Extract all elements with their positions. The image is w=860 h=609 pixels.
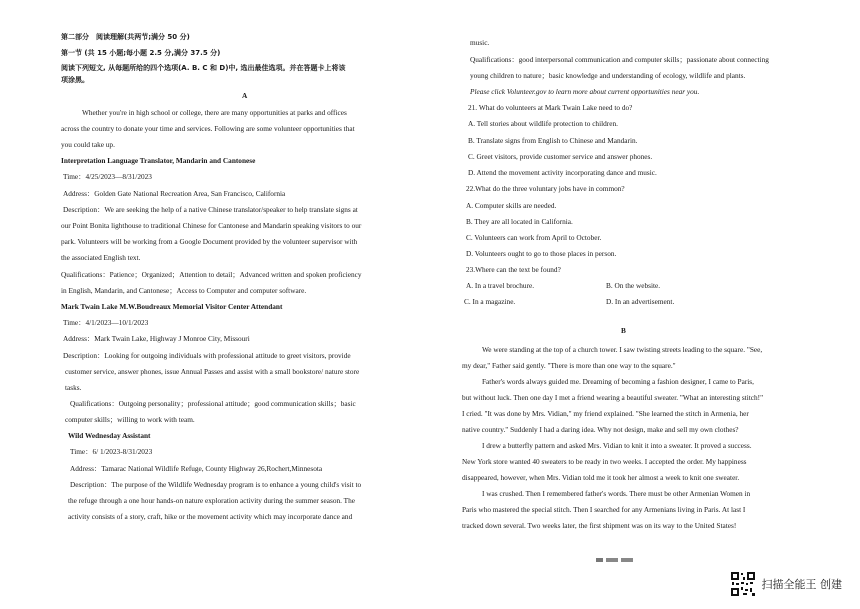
option: B. On the website. [606, 281, 661, 290]
intro-line: you could take up. [61, 140, 115, 149]
job-time: Time：6/ 1/2023-8/31/2023 [70, 447, 153, 456]
passage-line: tracked down several. Two weeks later, the first shipment was on its way to the United States! [462, 521, 737, 530]
passage-line: Father's words always guided me. Dreaming of becoming a fashion designer, I came to Paris, [482, 377, 754, 386]
qr-code-icon [730, 571, 756, 597]
option: D. Attend the movement activity incorporating dance and music. [468, 168, 657, 177]
intro-line: across the country to donate your time and services. Following are some volunteer opportunities that [61, 124, 355, 133]
job-description: activity consists of a story, craft, hike or the movement activity which may incorporate dance and [68, 512, 353, 521]
job-description: the associated English text. [61, 253, 141, 262]
job-address: Address：Mark Twain Lake, Highway J Monroe City, Missouri [63, 334, 250, 343]
passage-line: I drew a butterfly pattern and asked Mrs. Vidian to knit it into a sweater. It proved a success. [482, 441, 752, 450]
section-title: 第二部分 阅读理解(共两节;满分 50 分) [61, 33, 190, 41]
job-address: Address：Golden Gate National Recreation Area, San Francisco, California [63, 189, 286, 198]
page-number-smudge-icon [596, 557, 636, 563]
option: A. Tell stories about wildlife protection to children. [468, 119, 618, 128]
question-23: 23.Where can the text be found? [466, 265, 561, 274]
subsection-title: 第一节 (共 15 小题;每小题 2.5 分,满分 37.5 分) [61, 49, 221, 57]
option: C. Greet visitors, provide customer service and answer phones. [468, 152, 653, 161]
job-qualifications: young children to nature；basic knowledge and understanding of ecology, wildlife and plants. [470, 71, 746, 80]
passage-line: disappeared, however, when Mrs. Vidian told me it took her almost a week to knit one sweater. [462, 473, 740, 482]
passage-line: native country." Suddenly I had a daring idea. Why not design, make and sell my own clothes? [462, 425, 739, 434]
continued-text: music. [470, 38, 490, 47]
passage-line: New York store wanted 40 sweaters to be ready in two weeks. I accepted the order. My happiness [462, 457, 747, 466]
job-description: customer service, answer phones, issue Annual Passes and assist with a small bookstore/ nature store [65, 367, 360, 376]
passage-line: Paris who mastered the special stitch. Then I searched for any Armenians living in Paris. At last I [462, 505, 746, 514]
passage-line: I was crushed. Then I remembered father's words. There must be other Armenian Women in [482, 489, 751, 498]
job-description: Description：Looking for outgoing individuals with professional attitude to greet visitors, provide [63, 351, 351, 360]
passage-line: We were standing at the top of a church tower. I saw twisting streets leading to the square. "See, [482, 345, 763, 354]
passage-line: my dear," Father said gently. "There is more than one way to the square." [462, 361, 676, 370]
option: B. Translate signs from English to Chinese and Mandarin. [468, 136, 638, 145]
job-title: Wild Wednesday Assistant [68, 431, 151, 440]
job-title: Interpretation Language Translator, Mandarin and Cantonese [61, 156, 256, 165]
intro-line: Whether you're in high school or college, there are many opportunities at parks and offices [82, 108, 347, 117]
passage-label-b: B [621, 326, 626, 335]
option: B. They are all located in California. [466, 217, 573, 226]
job-title: Mark Twain Lake M.W.Boudreaux Memorial Visitor Center Attendant [61, 302, 283, 311]
job-description: park. Volunteers will be working from a Google Document provided by the volunteer supervisor with [61, 237, 358, 246]
option: A. In a travel brochure. [466, 281, 535, 290]
option: C. Volunteers can work from April to October. [466, 233, 602, 242]
job-qualifications: in English, Mandarin, and Cantonese；Access to Computer and computer software. [61, 286, 307, 295]
job-description: the refuge through a one hour hands-on nature exploration activity during the summer season. The [68, 496, 355, 505]
question-21: 21. What do volunteers at Mark Twain Lake need to do? [468, 103, 633, 112]
option: D. Volunteers ought to go to those places in person. [466, 249, 617, 258]
job-description: our Point Bonita lighthouse to traditional Chinese for Cantonese and Mandarin speaking visitors to our [61, 221, 362, 230]
job-qualifications: Qualifications：good interpersonal communication and computer skills；passionate about connecting [470, 55, 769, 64]
job-qualifications: computer skills；willing to work with team. [65, 415, 195, 424]
option: A. Computer skills are needed. [466, 201, 557, 210]
scanner-watermark [730, 571, 843, 597]
instruction-line: 项涂黑。 [61, 76, 89, 84]
job-description: tasks. [65, 383, 82, 392]
job-description: Description：The purpose of the Wildlife Wednesday program is to enhance a young child's visit to [70, 480, 362, 489]
page-number-mark [596, 557, 636, 565]
question-22: 22.What do the three voluntary jobs have in common? [466, 184, 625, 193]
job-time: Time：4/1/2023—10/1/2023 [63, 318, 149, 327]
job-description: Description：We are seeking the help of a native Chinese translator/speaker to help translate signs at [63, 205, 358, 214]
passage-line: but without luck. Then one day I met a friend wearing a beautiful sweater. "What an interesting stitch!" [462, 393, 764, 402]
passage-label-a: A [242, 91, 248, 100]
job-time: Time：4/25/2023—8/31/2023 [63, 172, 152, 181]
option: C. In a magazine. [464, 297, 516, 306]
passage-line: I cried. "It was done by Mrs. Vidian," my friend explained. "She learned the stitch in Armenia, her [462, 409, 749, 418]
job-qualifications: Qualifications：Patience；Organized；Attention to detail；Advanced written and spoken proficiency [61, 270, 362, 279]
scanner-label: 扫描全能王 创建 [761, 578, 842, 591]
job-qualifications: Qualifications：Outgoing personality；professional attitude；good communication skills；basic [70, 399, 356, 408]
job-address: Address：Tamarac National Wildlife Refuge, County Highway 26,Rochert,Minnesota [70, 464, 323, 473]
volunteer-link-note: Please click Volunteer.gov to learn more about current opportunities near you. [470, 87, 700, 96]
instruction-line: 阅读下列短文, 从每题所给的四个选项(A. B. C 和 D)中, 选出最佳选项。并在答题卡上将该 [61, 64, 346, 72]
option: D. In an advertisement. [606, 297, 675, 306]
